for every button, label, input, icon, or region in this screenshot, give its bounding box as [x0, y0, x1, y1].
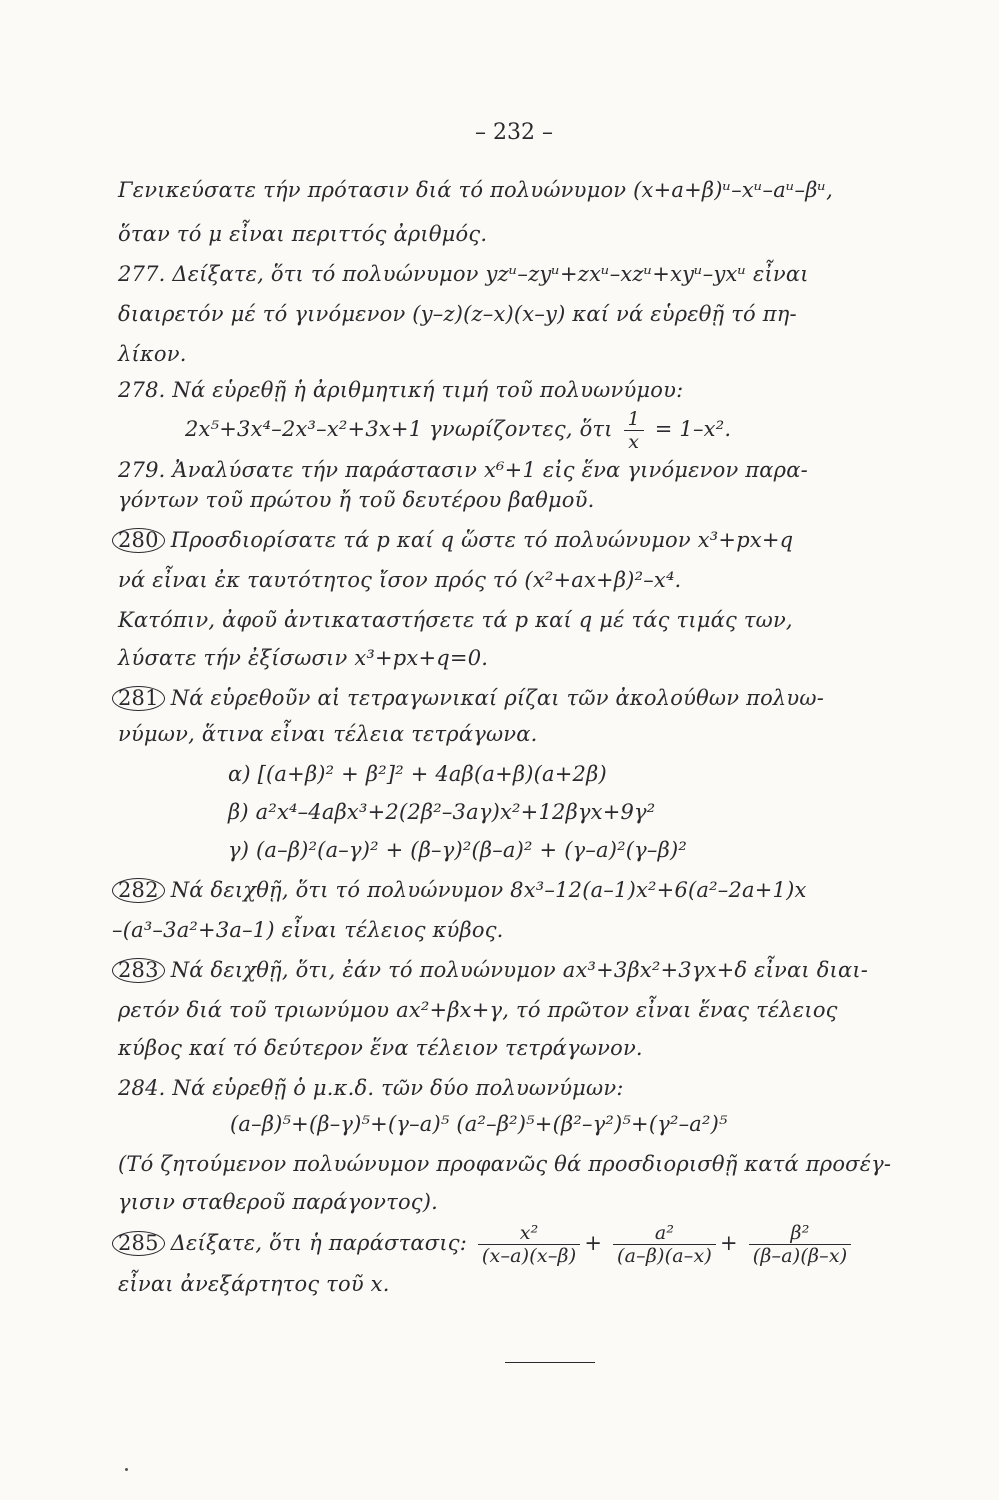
- formula-line: (a–β)⁵+(β–γ)⁵+(γ–a)⁵ (a²–β²)⁵+(β²–γ²)⁵+(γ²–a²)⁵: [230, 1112, 728, 1136]
- fraction-denominator: (β–a)(β–x): [749, 1244, 852, 1267]
- end-rule: [505, 1362, 595, 1363]
- text-line: λίκον.: [118, 342, 187, 366]
- text-line: 279. Ἀναλύσατε τήν παράστασιν x⁶+1 εἰς ἕνα γινόμενον παρα-: [118, 458, 808, 482]
- exercise-280: [112, 528, 793, 553]
- equation-278-fraction: [624, 408, 644, 453]
- circled-number-282: 282: [112, 878, 165, 903]
- text-line: 284. Νά εὑρεθῇ ὁ μ.κ.δ. τῶν δύο πολυωνύμων:: [118, 1076, 624, 1100]
- fraction-numerator: β²: [790, 1222, 810, 1244]
- fraction-numerator: a²: [654, 1222, 675, 1244]
- exercise-282: [112, 878, 807, 903]
- fraction-denominator: x: [624, 430, 644, 453]
- fraction-1: [478, 1222, 580, 1267]
- text-line: ὅταν τό μ εἶναι περιττός ἀριθμός.: [118, 222, 488, 246]
- fraction-numerator: x²: [519, 1222, 539, 1244]
- exercise-281: [112, 686, 824, 711]
- plus-sign: +: [584, 1231, 603, 1255]
- circled-number-281: 281: [112, 686, 165, 711]
- text-line: 277. Δείξατε, ὅτι τό πολυώνυμον yzᵘ–zyᵘ+zxᵘ–xzᵘ+xyᵘ–yxᵘ εἶναι: [118, 262, 809, 286]
- equation-278-polynomial: 2x⁵+3x⁴–2x³–x²+3x+1 γνωρίζοντες, ὅτι: [185, 417, 613, 441]
- text-line: ρετόν διά τοῦ τριωνύμου ax²+βx+γ, τό πρῶτον εἶναι ἕνας τέλειος: [118, 998, 838, 1022]
- exercise-283-text: Νά δειχθῇ, ὅτι, ἐάν τό πολυώνυμον ax³+3βx²+3γx+δ εἶναι διαι-: [170, 958, 869, 982]
- equation-278: [185, 408, 731, 453]
- exercise-280-text: Προσδιορίσατε τά p καί q ὥστε τό πολυώνυμον x³+px+q: [170, 528, 794, 552]
- text-line: 278. Νά εὑρεθῇ ἡ ἀριθμητική τιμή τοῦ πολυωνύμου:: [118, 378, 684, 402]
- circled-number-285: 285: [112, 1231, 165, 1256]
- text-line: Γενικεύσατε τήν πρότασιν διά τό πολυώνυμον (x+a+β)ᵘ–xᵘ–aᵘ–βᵘ,: [118, 178, 834, 202]
- text-line: λύσατε τήν ἐξίσωσιν x³+px+q=0.: [118, 646, 489, 670]
- text-line: –(a³–3a²+3a–1) εἶναι τέλειος κύβος.: [112, 918, 504, 942]
- equation-278-rest: = 1–x².: [654, 417, 732, 441]
- circled-number-283: 283: [112, 958, 165, 983]
- formula-line: γ) (a–β)²(a–γ)² + (β–γ)²(β–a)² + (γ–a)²(γ–β)²: [228, 838, 687, 862]
- circled-number-280: 280: [112, 528, 165, 553]
- text-line: γισιν σταθεροῦ παράγοντος).: [118, 1190, 439, 1214]
- text-line: Κατόπιν, ἀφοῦ ἀντικαταστήσετε τά p καί q μέ τάς τιμάς των,: [118, 608, 793, 632]
- exercise-281-text: Νά εὑρεθοῦν αἱ τετραγωνικαί ρίζαι τῶν ἀκολούθων πολυω-: [170, 686, 825, 710]
- fraction-denominator: (a–β)(a–x): [613, 1244, 716, 1267]
- plus-sign: +: [720, 1231, 738, 1255]
- text-line: διαιρετόν μέ τό γινόμενον (y–z)(z–x)(x–y) καί νά εὑρεθῇ τό πη-: [118, 302, 797, 326]
- text-line: νά εἶναι ἐκ ταυτότητος ἴσον πρός τό (x²+ax+β)²–x⁴.: [118, 568, 682, 592]
- exercise-283: [112, 958, 868, 983]
- text-line: νύμων, ἅτινα εἶναι τέλεια τετράγωνα.: [118, 722, 538, 746]
- exercise-285: [112, 1222, 855, 1267]
- formula-line: α) [(a+β)² + β²]² + 4aβ(a+β)(a+2β): [228, 762, 607, 786]
- fraction-denominator: (x–a)(x–β): [478, 1244, 580, 1267]
- text-line: γόντων τοῦ πρώτου ἤ τοῦ δευτέρου βαθμοῦ.: [118, 488, 595, 512]
- exercise-285-text: Δείξατε, ὅτι ἡ παράστασις:: [170, 1231, 468, 1255]
- fraction-3: [749, 1222, 852, 1267]
- formula-line: β) a²x⁴–4aβx³+2(2β²–3aγ)x²+12βγx+9γ²: [228, 800, 656, 824]
- margin-dot: [125, 1468, 128, 1471]
- text-line: (Τό ζητούμενον πολυώνυμον προφανῶς θά προσδιορισθῇ κατά προσέγ-: [118, 1152, 892, 1176]
- text-line: κύβος καί τό δεύτερον ἕνα τέλειον τετράγωνον.: [118, 1036, 643, 1060]
- text-line: εἶναι ἀνεξάρτητος τοῦ x.: [118, 1272, 390, 1296]
- fraction-2: [613, 1222, 716, 1267]
- page-number: – 232 –: [475, 120, 553, 145]
- fraction-numerator: 1: [627, 408, 640, 430]
- exercise-282-text: Νά δειχθῇ, ὅτι τό πολυώνυμον 8x³–12(a–1)x²+6(a²–2a+1)x: [170, 878, 807, 902]
